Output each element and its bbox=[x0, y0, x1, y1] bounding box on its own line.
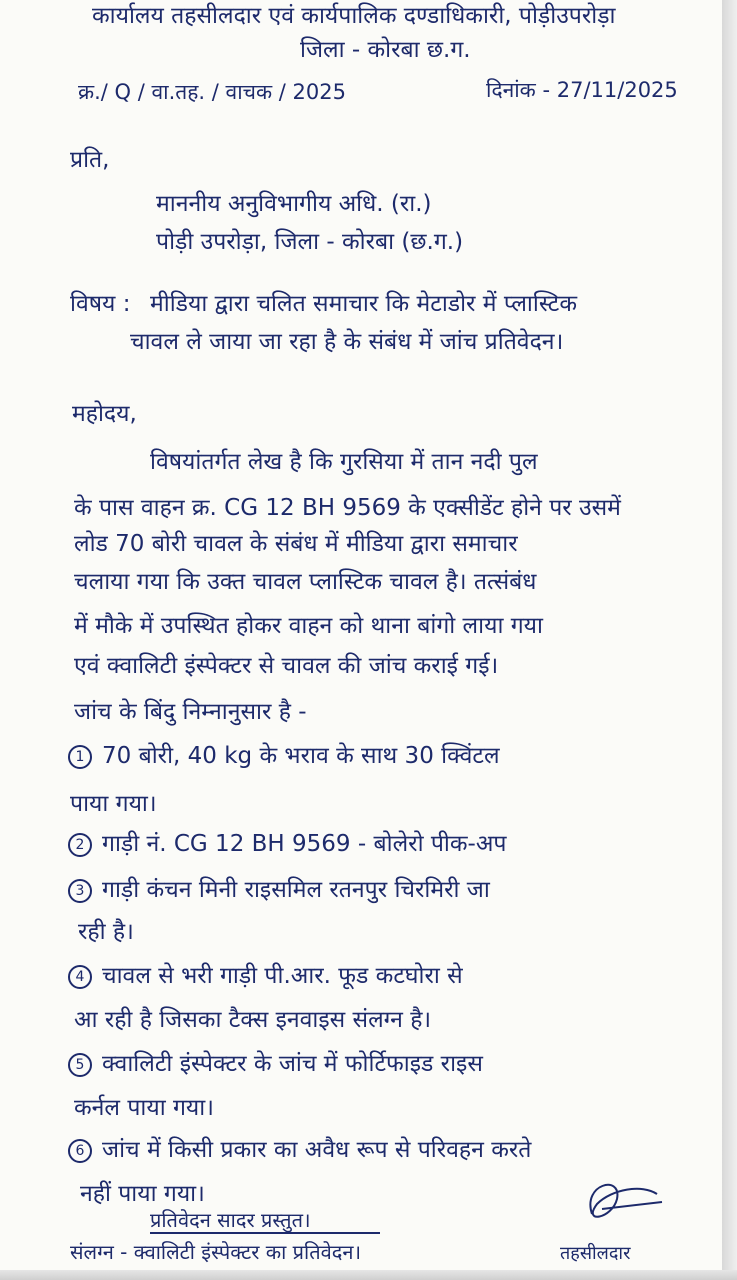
enclosure-line: संलग्न - क्वालिटी इंस्पेक्टर का प्रतिवेदन। bbox=[70, 1240, 362, 1264]
closing-underline bbox=[150, 1232, 380, 1234]
recipient-line2: पोड़ी उपरोड़ा, जिला - कोरबा (छ.ग.) bbox=[156, 229, 464, 255]
body-line-1: विषयांतर्गत लेख है कि गुरसिया में तान नदी पुल bbox=[150, 449, 538, 475]
subject-line1: मीडिया द्वारा चलित समाचार कि मेटाडोर में प्लास्टिक bbox=[150, 291, 578, 317]
body-line-4: चलाया गया कि उक्त चावल प्लास्टिक चावल है। तत्संबंध bbox=[74, 569, 537, 595]
recipient-line1: माननीय अनुविभागीय अधि. (रा.) bbox=[156, 191, 432, 217]
point-1-line1: 70 बोरी, 40 kg के भराव के साथ 30 क्विंटल bbox=[102, 743, 500, 769]
body-line-2: के पास वाहन क्र. CG 12 BH 9569 के एक्सीडेंट होने पर उसमें bbox=[74, 495, 621, 521]
point-number-2: 2 bbox=[68, 833, 92, 857]
signature-scribble bbox=[562, 1174, 682, 1244]
point-4-line1: चावल से भरी गाड़ी पी.आर. फूड कटघोरा से bbox=[102, 963, 463, 989]
salutation-to: प्रति, bbox=[70, 147, 110, 173]
closing-line: प्रतिवेदन सादर प्रस्तुत। bbox=[150, 1208, 311, 1232]
point-number-1: 1 bbox=[68, 745, 92, 769]
point-6-line2: नहीं पाया गया। bbox=[80, 1181, 205, 1207]
body-line-5: में मौके में उपस्थित होकर वाहन को थाना बांगो लाया गया bbox=[74, 613, 543, 639]
letter-date: दिनांक - 27/11/2025 bbox=[486, 78, 678, 102]
office-heading-line1: कार्यालय तहसीलदार एवं कार्यपालिक दण्डाधिकारी, पोड़ीउपरोड़ा bbox=[92, 3, 616, 29]
office-heading-line2: जिला - कोरबा छ.ग. bbox=[300, 37, 471, 63]
point-6-line1: जांच में किसी प्रकार का अवैध रूप से परिवहन करते bbox=[102, 1137, 532, 1163]
point-5 bbox=[68, 1050, 483, 1078]
point-3-line1: गाड़ी कंचन मिनी राइसमिल रतनपुर चिरमिरी जा bbox=[102, 877, 490, 903]
greeting: महोदय, bbox=[72, 401, 137, 427]
signature-designation: तहसीलदार bbox=[560, 1243, 631, 1264]
point-3 bbox=[68, 876, 490, 904]
point-number-5: 5 bbox=[68, 1053, 92, 1077]
point-3-line2: रही है। bbox=[78, 919, 134, 945]
point-number-4: 4 bbox=[68, 965, 92, 989]
reference-number: क्र./ Q / वा.तह. / वाचक / 2025 bbox=[78, 80, 346, 104]
body-line-3: लोड 70 बोरी चावल के संबंध में मीडिया द्वारा समाचार bbox=[74, 531, 518, 557]
point-1 bbox=[68, 742, 500, 770]
point-2-line1: गाड़ी नं. CG 12 BH 9569 - बोलेरो पीक-अप bbox=[102, 831, 507, 857]
point-5-line1: क्वालिटी इंस्पेक्टर के जांच में फोर्टिफाइड राइस bbox=[102, 1051, 483, 1077]
point-4-line2: आ रही है जिसका टैक्स इनवाइस संलग्न है। bbox=[74, 1007, 432, 1033]
body-line-6: एवं क्वालिटी इंस्पेक्टर से चावल की जांच कराई गई। bbox=[74, 653, 499, 679]
subject-line2: चावल ले जाया जा रहा है के संबंध में जांच प्रतिवेदन। bbox=[130, 329, 564, 355]
page-edge-bottom bbox=[0, 1270, 737, 1280]
point-number-3: 3 bbox=[68, 879, 92, 903]
point-5-line2: कर्नल पाया गया। bbox=[74, 1095, 214, 1121]
subject-label: विषय : bbox=[70, 291, 131, 317]
point-2 bbox=[68, 830, 506, 858]
point-4 bbox=[68, 962, 463, 990]
body-line-7: जांच के बिंदु निम्नानुसार है - bbox=[74, 699, 307, 725]
page-edge-right bbox=[722, 0, 737, 1280]
point-number-6: 6 bbox=[68, 1139, 92, 1163]
point-6 bbox=[68, 1136, 531, 1164]
point-1-line2: पाया गया। bbox=[70, 791, 157, 817]
